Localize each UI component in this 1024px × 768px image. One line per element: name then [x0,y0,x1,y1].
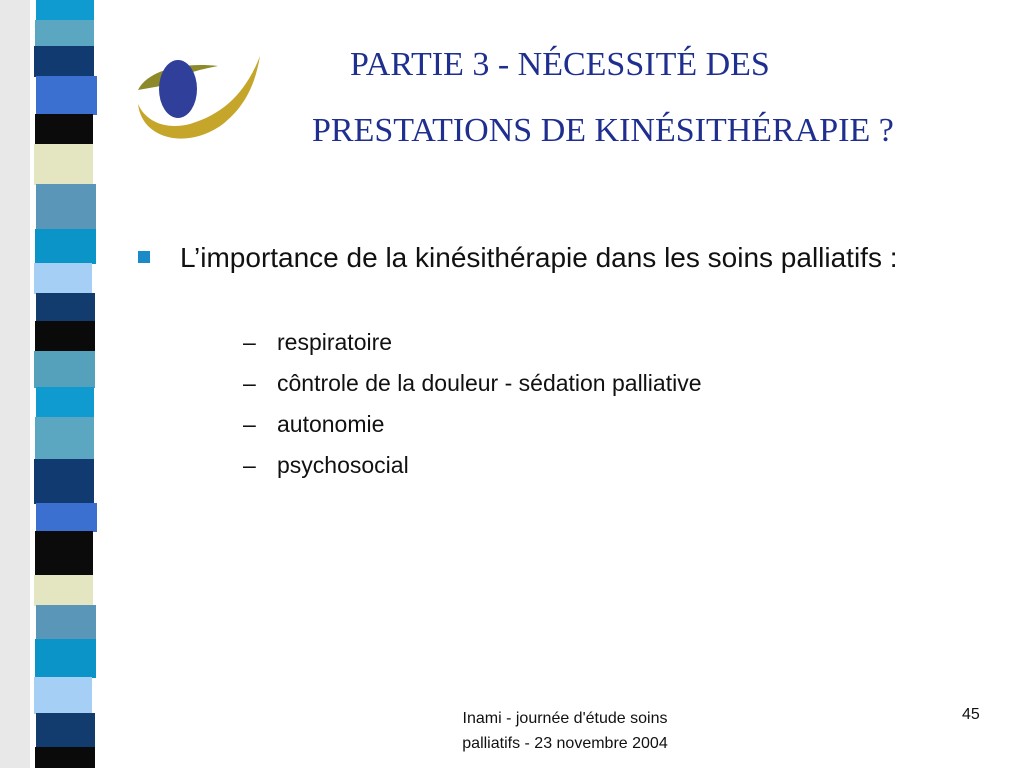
stripe-block [35,747,95,768]
stripe-block [34,351,95,388]
sub-bullet-list [243,322,702,486]
slide-footer [420,706,710,756]
logo-blue-oval [159,60,197,118]
stripe-block [36,605,96,640]
stripe-block [36,184,96,230]
footer-line-2: palliatifs - 23 novembre 2004 [462,735,668,752]
stripe-block [35,321,95,352]
dash-icon: – [243,411,256,437]
sub-bullet-item [243,445,702,486]
page-number: 45 [962,706,980,723]
stripe-block [35,417,94,460]
stripe-block [35,20,94,47]
sub-bullet-text: autonomie [277,411,385,437]
main-bullet-text: L’importance de la kinésithérapie dans les soins palliatifs : [180,242,898,273]
footer-line-1: Inami - journée d'étude soins [462,710,668,727]
square-bullet-icon [138,251,150,263]
stripe-block [35,229,96,264]
stripe-block [36,503,97,532]
inami-logo [128,52,268,152]
stripe-block [35,639,96,678]
sub-bullet-text: psychosocial [277,452,409,478]
stripe-block [35,114,93,145]
sub-bullet-text: respiratoire [277,329,393,355]
slide-title-line-1: PARTIE 3 - NÉCESSITÉ DES [350,46,770,83]
stripe-block [34,263,92,294]
stripe-block [36,293,95,322]
dash-icon: – [243,452,256,478]
sub-bullet-item [243,404,702,445]
stripe-block [34,144,93,185]
stripe-block [34,575,93,606]
sub-bullet-text: cônt​role de la douleur - sédation palliative [277,370,702,396]
stripe-block [34,46,94,77]
dash-icon: – [243,370,256,396]
stripe-block [34,677,92,714]
decorative-stripe-border [0,0,118,768]
stripe-block [34,459,94,504]
main-bullet [138,238,968,277]
stripe-block [36,76,97,115]
slide-title-line-2: PRESTATIONS DE KINÉSITHÉRAPIE ? [312,112,894,149]
sub-bullet-item [243,363,702,404]
dash-icon: – [243,329,256,355]
stripe-block [35,531,93,576]
sub-bullet-item [243,322,702,363]
stripe-block [36,387,94,418]
stripe-block [36,713,95,748]
stripe-block [36,0,94,21]
